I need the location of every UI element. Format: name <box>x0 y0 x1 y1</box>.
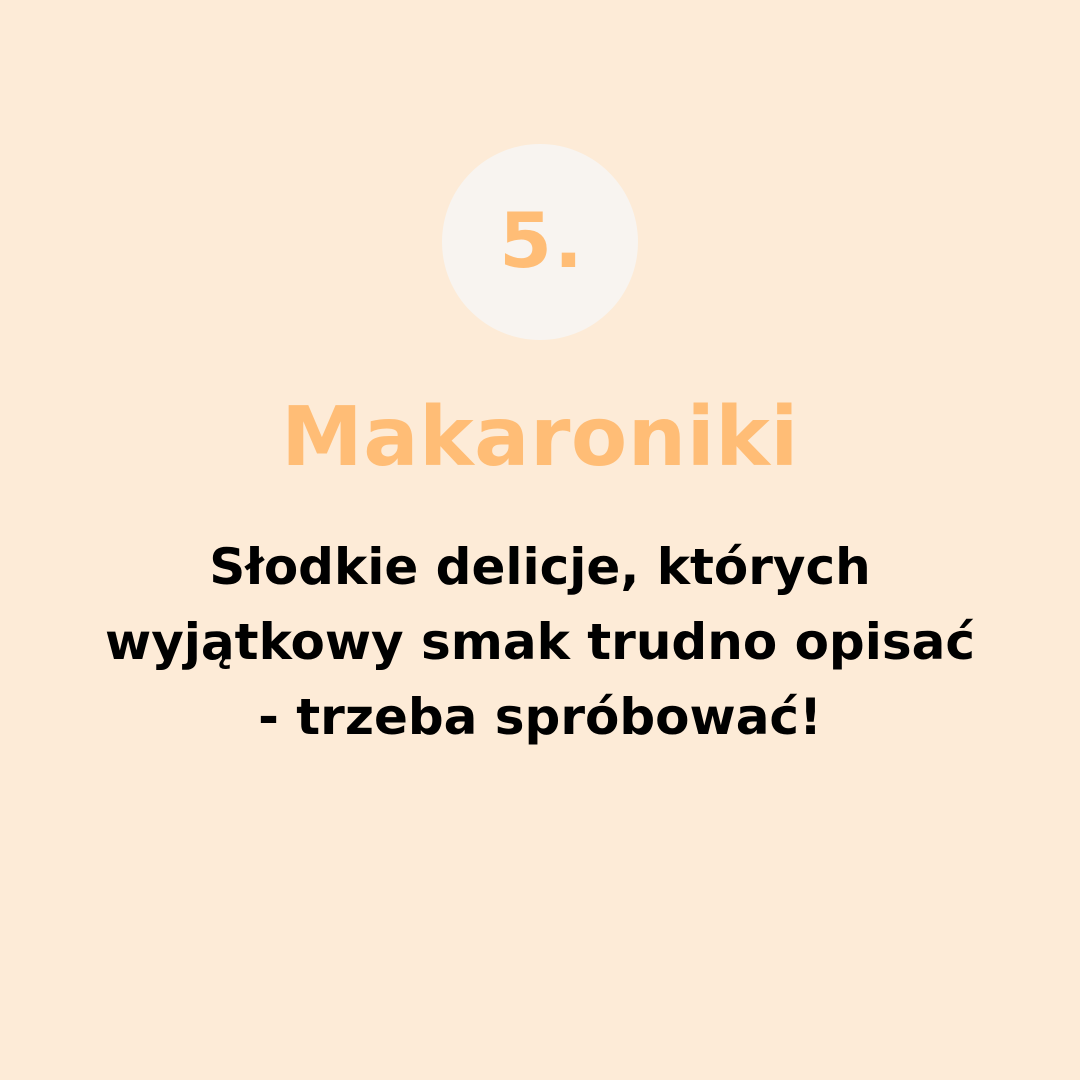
item-number: 5. <box>499 196 585 285</box>
number-badge <box>442 144 638 340</box>
item-description: Słodkie delicje, których wyjątkowy smak trudno opisać - trzeba spróbować! <box>105 538 975 746</box>
item-title: Makaroniki <box>281 390 799 485</box>
